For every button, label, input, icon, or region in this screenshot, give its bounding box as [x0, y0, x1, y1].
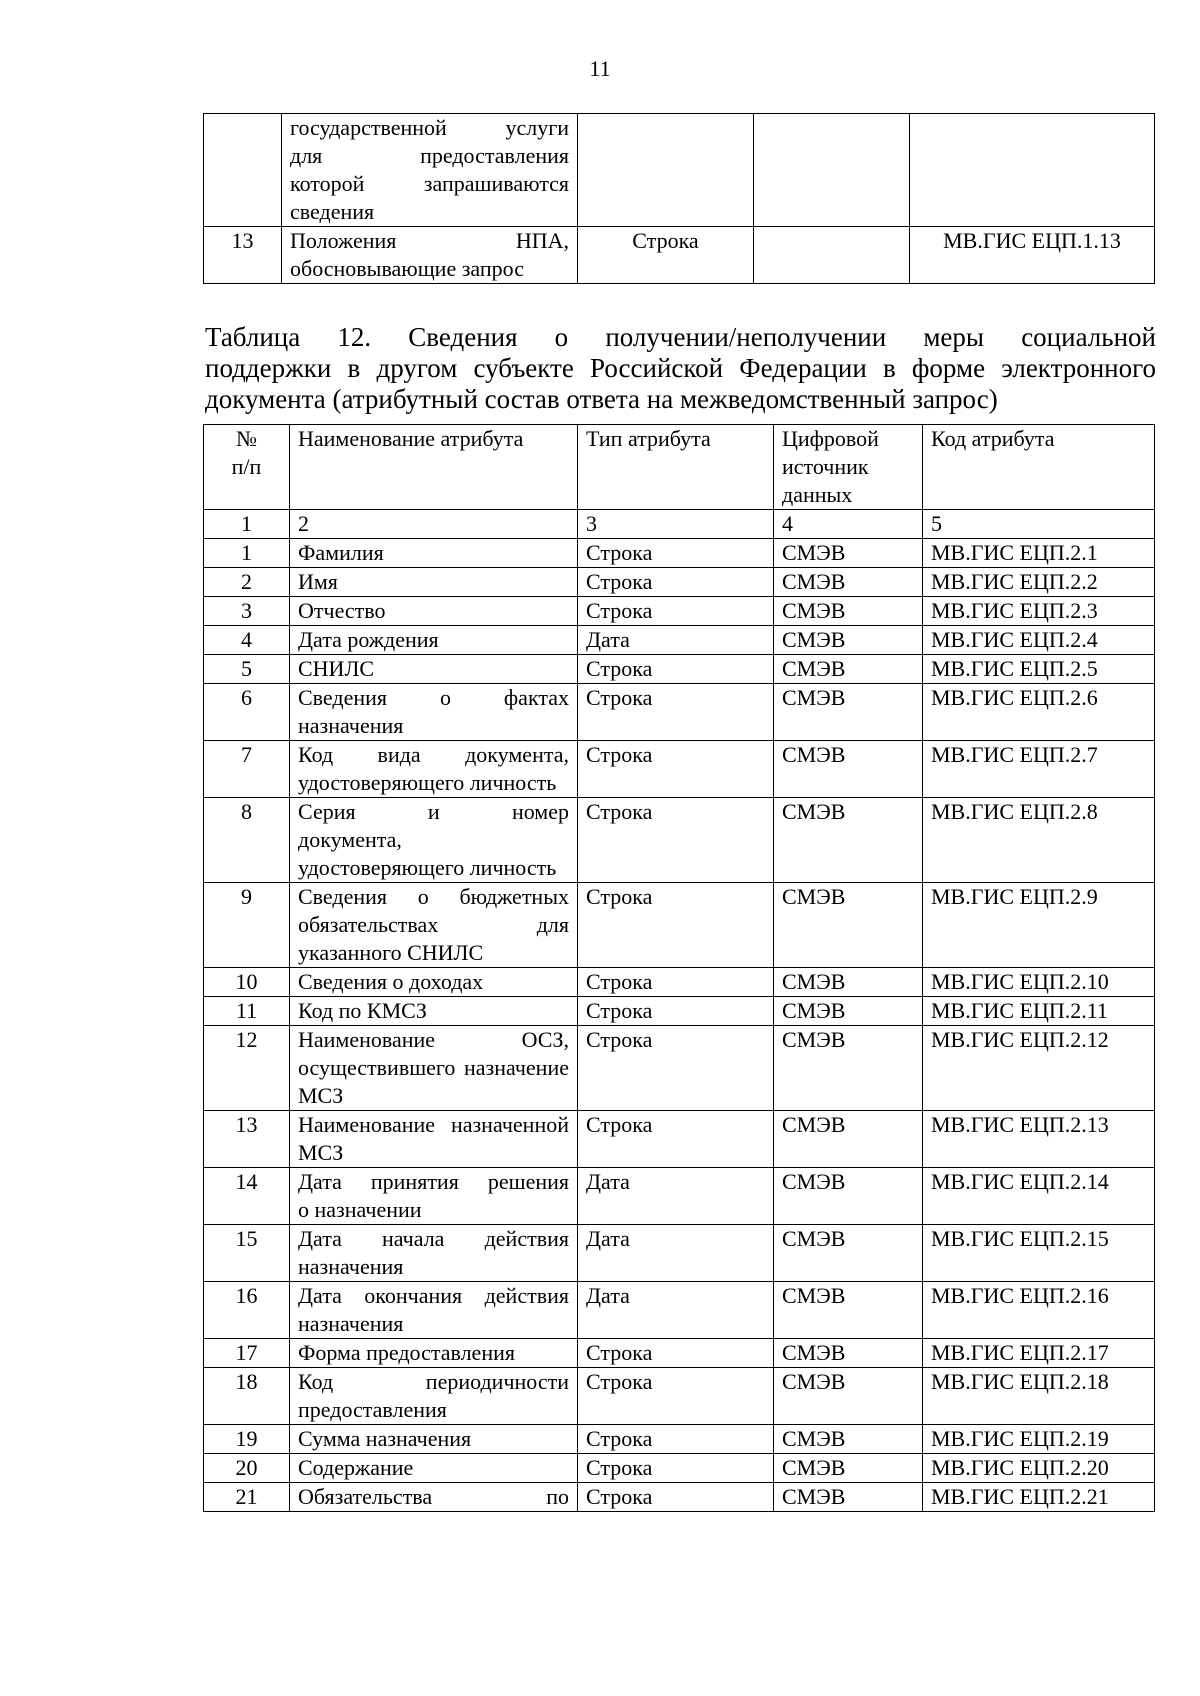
attribute-name-line: для предоставления: [290, 143, 569, 168]
header-row: [204, 425, 1155, 510]
data-source-cell: СМЭВ: [774, 798, 923, 883]
attribute-code-cell: МВ.ГИС ЕЦП.2.19: [923, 1425, 1155, 1454]
attribute-code-cell: МВ.ГИС ЕЦП.2.21: [923, 1483, 1155, 1512]
table-row: [204, 114, 1155, 227]
row-number-cell: 11: [204, 997, 290, 1026]
caption-line: поддержки в другом субъекте Российской Федерации в форме электронного: [205, 353, 1156, 383]
attribute-name-line: Содержание: [298, 1455, 414, 1480]
table-row: [204, 1282, 1155, 1339]
data-source-cell: СМЭВ: [774, 883, 923, 968]
row-number-cell: 14: [204, 1168, 290, 1225]
attribute-name-line: Наименование назначенной МСЗ: [298, 1112, 569, 1165]
attribute-name-line: указанного СНИЛС: [298, 940, 484, 965]
attribute-type-cell: Строка: [578, 1111, 774, 1168]
attribute-type-cell: Строка: [578, 684, 774, 741]
attribute-name-line: назначения: [298, 1311, 404, 1336]
attribute-type-cell: Строка: [578, 1454, 774, 1483]
data-source-cell: СМЭВ: [774, 597, 923, 626]
attribute-type-cell: Строка: [578, 798, 774, 883]
attribute-name-cell: [290, 997, 578, 1026]
attribute-name-line: удостоверяющего личность: [298, 770, 557, 795]
table-row: [204, 1225, 1155, 1282]
attribute-name-line: осуществившего назначение МСЗ: [298, 1055, 569, 1108]
attribute-name-cell: [290, 655, 578, 684]
table-row: [204, 1339, 1155, 1368]
attribute-type-cell: Дата: [578, 626, 774, 655]
attribute-type-cell: Строка: [578, 655, 774, 684]
attribute-name-line: которой запрашиваются: [290, 171, 569, 196]
attribute-code-cell: МВ.ГИС ЕЦП.2.5: [923, 655, 1155, 684]
attribute-name-line: обосновывающие запрос: [290, 256, 524, 281]
table-row: [204, 655, 1155, 684]
data-source-cell: [754, 114, 910, 227]
attribute-type-cell: Строка: [578, 539, 774, 568]
attribute-type-cell: Дата: [578, 1282, 774, 1339]
attribute-name-line: обязательствах для: [298, 912, 569, 937]
column-number: 2: [290, 510, 578, 539]
row-number-cell: 2: [204, 568, 290, 597]
attribute-name-cell: [290, 1454, 578, 1483]
table-row: [204, 1425, 1155, 1454]
attribute-name-cell: [290, 597, 578, 626]
attribute-code-cell: МВ.ГИС ЕЦП.2.13: [923, 1111, 1155, 1168]
attribute-name-line: Обязательства по: [298, 1484, 569, 1509]
attribute-name-cell: [282, 227, 578, 284]
attribute-code-cell: МВ.ГИС ЕЦП.2.8: [923, 798, 1155, 883]
attribute-name-line: Наименование ОСЗ,: [298, 1027, 569, 1052]
data-source-cell: СМЭВ: [774, 968, 923, 997]
row-number-cell: 12: [204, 1026, 290, 1111]
table-row: [204, 883, 1155, 968]
attribute-code-cell: МВ.ГИС ЕЦП.2.17: [923, 1339, 1155, 1368]
table-continuation: [203, 113, 1155, 284]
attribute-name-cell: [290, 1425, 578, 1454]
data-source-cell: СМЭВ: [774, 1111, 923, 1168]
data-source-cell: СМЭВ: [774, 997, 923, 1026]
attribute-name-line: Фамилия: [298, 540, 384, 565]
data-source-cell: СМЭВ: [774, 655, 923, 684]
attribute-code-cell: МВ.ГИС ЕЦП.2.18: [923, 1368, 1155, 1425]
attribute-code-cell: МВ.ГИС ЕЦП.2.4: [923, 626, 1155, 655]
attribute-type-cell: Строка: [578, 1026, 774, 1111]
attribute-code-cell: МВ.ГИС ЕЦП.2.3: [923, 597, 1155, 626]
table-row: [204, 1368, 1155, 1425]
row-number-cell: 7: [204, 741, 290, 798]
attribute-type-cell: Строка: [578, 1483, 774, 1512]
attribute-name-cell: [290, 798, 578, 883]
attribute-code-cell: МВ.ГИС ЕЦП.2.7: [923, 741, 1155, 798]
attribute-type-cell: Дата: [578, 1225, 774, 1282]
attribute-name-line: Код периодичности: [298, 1369, 569, 1394]
attribute-type-cell: Строка: [578, 568, 774, 597]
row-number-cell: 4: [204, 626, 290, 655]
column-number-row: [204, 510, 1155, 539]
row-number-cell: 5: [204, 655, 290, 684]
attribute-code-cell: МВ.ГИС ЕЦП.2.14: [923, 1168, 1155, 1225]
attribute-type-cell: Строка: [578, 883, 774, 968]
attribute-type-cell: Строка: [578, 741, 774, 798]
attribute-code-cell: МВ.ГИС ЕЦП.2.2: [923, 568, 1155, 597]
data-source-cell: СМЭВ: [774, 1339, 923, 1368]
attribute-name-line: Сведения о доходах: [298, 969, 484, 994]
attribute-type-cell: Строка: [578, 227, 754, 284]
attribute-name-line: Форма предоставления: [298, 1340, 515, 1365]
attributes-table: [203, 424, 1155, 1512]
table-row: [204, 798, 1155, 883]
row-number-cell: 9: [204, 883, 290, 968]
attribute-code-cell: МВ.ГИС ЕЦП.2.9: [923, 883, 1155, 968]
attribute-name-cell: [290, 1483, 578, 1512]
data-source-cell: СМЭВ: [774, 741, 923, 798]
attribute-name-line: Дата принятия решения: [298, 1169, 569, 1194]
row-number-cell: 13: [204, 1111, 290, 1168]
table-row: [204, 539, 1155, 568]
column-header: № п/п: [204, 425, 290, 510]
caption-line: документа (атрибутный состав ответа на межведомственный запрос): [205, 384, 998, 414]
column-header: Наименование атрибута: [290, 425, 578, 510]
attribute-name-line: сведения: [290, 199, 375, 224]
data-source-cell: [754, 227, 910, 284]
attribute-name-line: Серия и номер: [298, 799, 569, 824]
attribute-name-cell: [290, 741, 578, 798]
row-number-cell: 3: [204, 597, 290, 626]
attribute-name-line: Сведения о фактах: [298, 685, 569, 710]
data-source-cell: СМЭВ: [774, 1454, 923, 1483]
row-number-cell: 17: [204, 1339, 290, 1368]
caption-line: Таблица 12. Сведения о получении/неполучении меры социальной: [205, 322, 1156, 352]
table-row: [204, 1111, 1155, 1168]
attribute-name-line: Имя: [298, 569, 338, 594]
table-row: [204, 968, 1155, 997]
attribute-type-cell: [578, 114, 754, 227]
data-source-cell: СМЭВ: [774, 1026, 923, 1111]
attribute-name-cell: [290, 684, 578, 741]
table-row: [204, 626, 1155, 655]
attribute-name-line: Сведения о бюджетных: [298, 884, 569, 909]
data-source-cell: СМЭВ: [774, 1282, 923, 1339]
attribute-name-cell: [290, 568, 578, 597]
attribute-code-cell: МВ.ГИС ЕЦП.2.20: [923, 1454, 1155, 1483]
row-number-cell: 18: [204, 1368, 290, 1425]
attribute-type-cell: Строка: [578, 1339, 774, 1368]
attribute-name-cell: [290, 968, 578, 997]
column-number: 5: [923, 510, 1155, 539]
table-row: [204, 1454, 1155, 1483]
attribute-name-line: назначения: [298, 1254, 404, 1279]
attribute-name-cell: [290, 1368, 578, 1425]
table-caption: [205, 322, 1156, 415]
attribute-name-line: Дата окончания действия: [298, 1283, 569, 1308]
attribute-type-cell: Строка: [578, 997, 774, 1026]
attribute-code-cell: МВ.ГИС ЕЦП.2.10: [923, 968, 1155, 997]
attribute-name-line: Код по КМСЗ: [298, 998, 427, 1023]
table-row: [204, 1168, 1155, 1225]
table-row: [204, 741, 1155, 798]
attribute-name-cell: [282, 114, 578, 227]
data-source-cell: СМЭВ: [774, 568, 923, 597]
attribute-name-line: предоставления: [298, 1397, 447, 1422]
row-number-cell: 19: [204, 1425, 290, 1454]
attribute-type-cell: Строка: [578, 1425, 774, 1454]
attribute-name-line: государственной услуги: [290, 115, 569, 140]
column-number: 3: [578, 510, 774, 539]
data-source-cell: СМЭВ: [774, 1168, 923, 1225]
attribute-name-line: Положения НПА,: [290, 228, 569, 253]
table-row: [204, 684, 1155, 741]
column-header: Тип атрибута: [578, 425, 774, 510]
row-number-cell: 20: [204, 1454, 290, 1483]
attribute-name-line: Отчество: [298, 598, 386, 623]
attribute-name-line: Дата рождения: [298, 627, 439, 652]
attribute-code-cell: МВ.ГИС ЕЦП.2.1: [923, 539, 1155, 568]
attribute-code-cell: МВ.ГИС ЕЦП.2.6: [923, 684, 1155, 741]
attribute-name-line: о назначении: [298, 1197, 422, 1222]
row-number-cell: 13: [204, 227, 282, 284]
data-source-cell: СМЭВ: [774, 1368, 923, 1425]
row-number-cell: 21: [204, 1483, 290, 1512]
attribute-type-cell: Строка: [578, 597, 774, 626]
attribute-code-cell: МВ.ГИС ЕЦП.2.16: [923, 1282, 1155, 1339]
data-source-cell: СМЭВ: [774, 1225, 923, 1282]
attribute-name-cell: [290, 1339, 578, 1368]
data-source-cell: СМЭВ: [774, 684, 923, 741]
attribute-name-cell: [290, 1111, 578, 1168]
attribute-code-cell: МВ.ГИС ЕЦП.1.13: [910, 227, 1155, 284]
attribute-type-cell: Строка: [578, 968, 774, 997]
attribute-code-cell: МВ.ГИС ЕЦП.2.11: [923, 997, 1155, 1026]
attribute-name-line: Дата начала действия: [298, 1226, 569, 1251]
row-number-cell: 6: [204, 684, 290, 741]
column-number: 4: [774, 510, 923, 539]
table-row: [204, 568, 1155, 597]
table-row: [204, 1483, 1155, 1512]
data-source-cell: СМЭВ: [774, 1483, 923, 1512]
attribute-name-line: Сумма назначения: [298, 1426, 472, 1451]
row-number-cell: 8: [204, 798, 290, 883]
attribute-name-cell: [290, 1225, 578, 1282]
row-number-cell: 10: [204, 968, 290, 997]
attribute-name-cell: [290, 883, 578, 968]
row-number-cell: 15: [204, 1225, 290, 1282]
table-row: [204, 597, 1155, 626]
data-source-cell: СМЭВ: [774, 626, 923, 655]
column-header: Код атрибута: [923, 425, 1155, 510]
attribute-name-cell: [290, 1026, 578, 1111]
attribute-name-cell: [290, 1282, 578, 1339]
attribute-code-cell: [910, 114, 1155, 227]
attribute-name-cell: [290, 626, 578, 655]
table-row: [204, 1026, 1155, 1111]
row-number-cell: 1: [204, 539, 290, 568]
attribute-type-cell: Строка: [578, 1368, 774, 1425]
column-number: 1: [204, 510, 290, 539]
table-row: [204, 997, 1155, 1026]
row-number-cell: 16: [204, 1282, 290, 1339]
attribute-name-line: документа, удостоверяющего личность: [298, 827, 557, 880]
table-row: [204, 227, 1155, 284]
data-source-cell: СМЭВ: [774, 1425, 923, 1454]
attribute-code-cell: МВ.ГИС ЕЦП.2.12: [923, 1026, 1155, 1111]
attribute-code-cell: МВ.ГИС ЕЦП.2.15: [923, 1225, 1155, 1282]
row-number-cell: [204, 114, 282, 227]
attribute-name-line: СНИЛС: [298, 656, 375, 681]
data-source-cell: СМЭВ: [774, 539, 923, 568]
attribute-name-line: Код вида документа,: [298, 742, 569, 767]
page-number: 11: [589, 56, 611, 81]
column-header: Цифровой источник данных: [774, 425, 923, 510]
attribute-type-cell: Дата: [578, 1168, 774, 1225]
attribute-name-line: назначения: [298, 713, 404, 738]
attribute-name-cell: [290, 539, 578, 568]
attribute-name-cell: [290, 1168, 578, 1225]
